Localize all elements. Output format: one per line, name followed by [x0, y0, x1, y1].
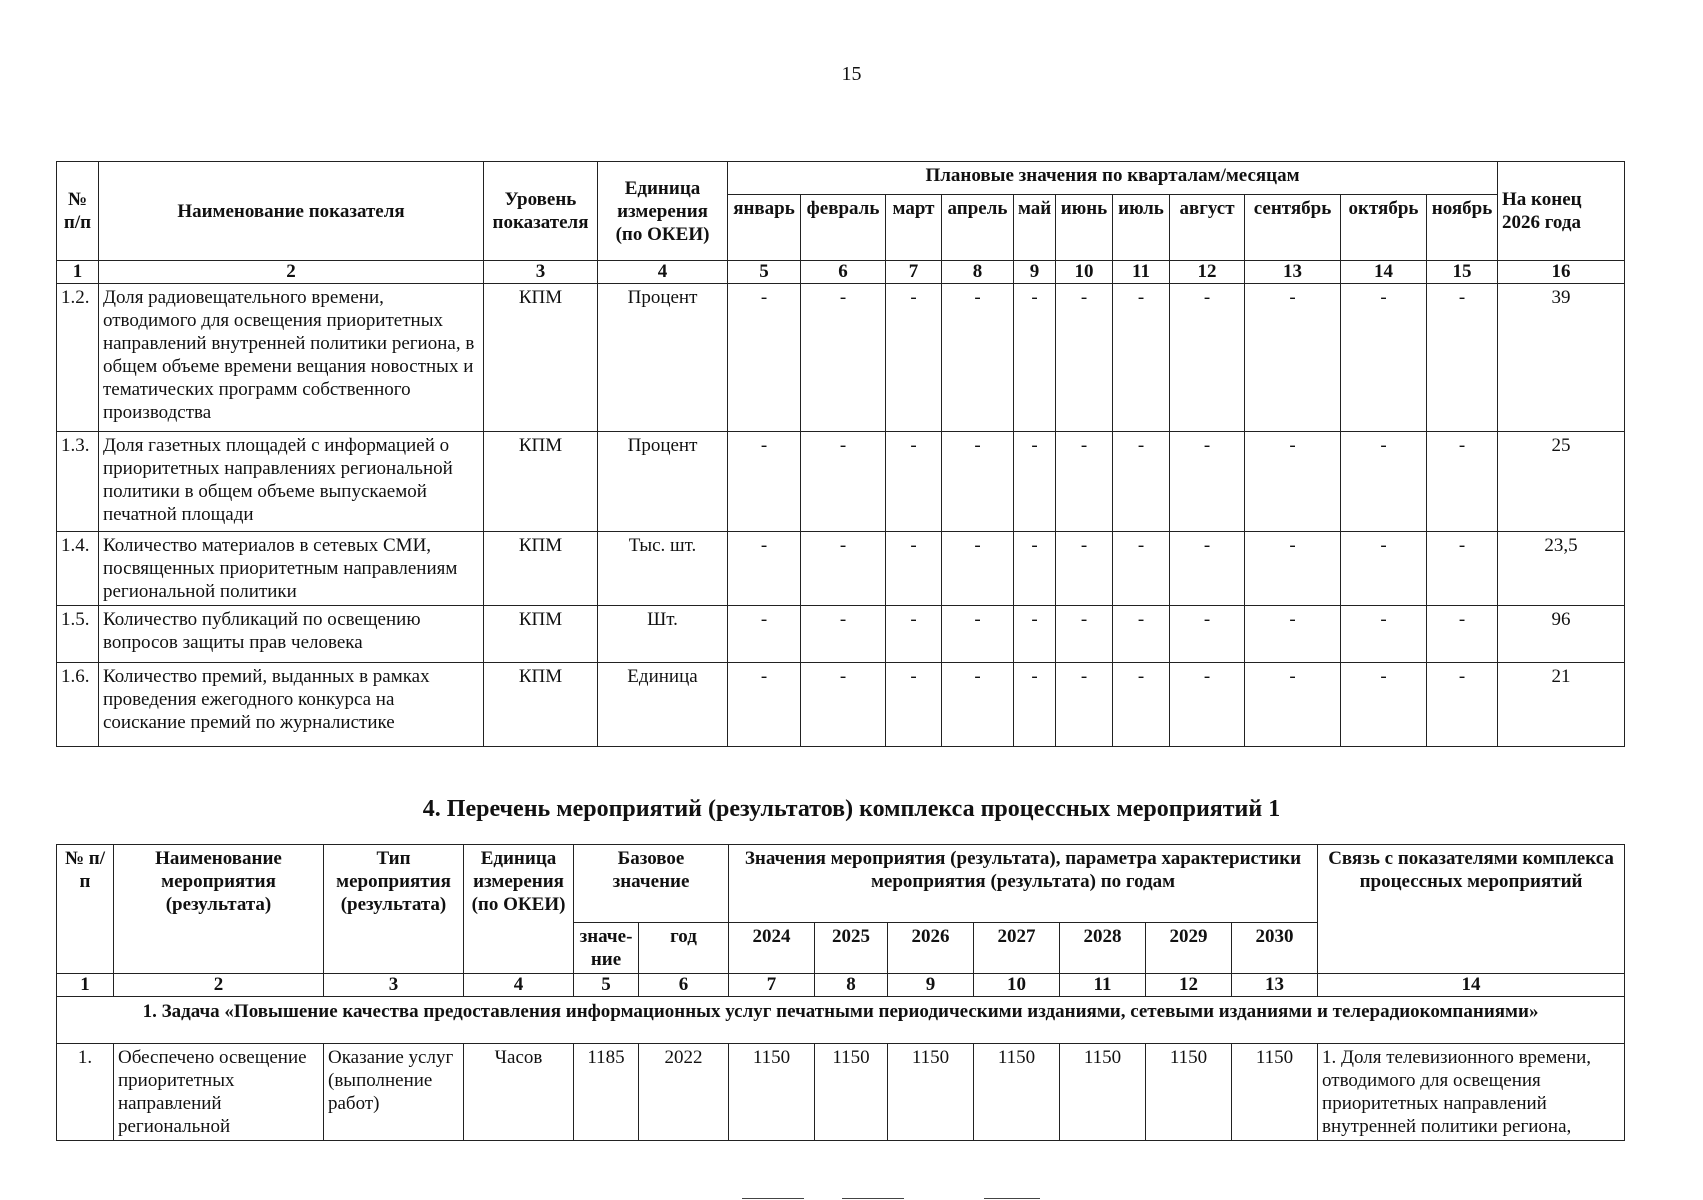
base-value: 1185 — [574, 1044, 639, 1141]
month-value: - — [886, 532, 942, 606]
indicator-level: КПМ — [484, 663, 598, 747]
activity-unit: Часов — [464, 1044, 574, 1141]
row-number: 1.6. — [57, 663, 99, 747]
column-number: 2 — [114, 974, 324, 997]
indicator-unit: Единица — [598, 663, 728, 747]
year-header: 2025 — [815, 923, 888, 974]
month-value: - — [801, 284, 886, 432]
base-year: 2022 — [639, 1044, 729, 1141]
month-value: - — [886, 432, 942, 532]
month-value: - — [1170, 606, 1245, 663]
row-number: 1.2. — [57, 284, 99, 432]
column-number: 16 — [1498, 261, 1625, 284]
act-header-name: Наименование мероприятия (результата) — [114, 845, 324, 974]
end-of-year-value: 21 — [1498, 663, 1625, 747]
year-header: 2024 — [729, 923, 815, 974]
column-number: 2 — [99, 261, 484, 284]
month-header: март — [886, 195, 942, 261]
indicator-name: Доля газетных площадей с информацией о приоритетных направлениях региональной политики в общем объеме выпускаемой печатной площади — [99, 432, 484, 532]
end-of-year-value: 96 — [1498, 606, 1625, 663]
month-value: - — [1427, 284, 1498, 432]
month-value: - — [1427, 532, 1498, 606]
header-level: Уровень показателя — [484, 162, 598, 261]
column-number: 3 — [324, 974, 464, 997]
month-value: - — [1341, 432, 1427, 532]
indicator-unit: Процент — [598, 432, 728, 532]
month-value: - — [1056, 606, 1113, 663]
column-number: 12 — [1146, 974, 1232, 997]
month-value: - — [1056, 432, 1113, 532]
column-number: 5 — [728, 261, 801, 284]
month-value: - — [728, 432, 801, 532]
indicator-unit: Шт. — [598, 606, 728, 663]
column-number: 5 — [574, 974, 639, 997]
column-number: 6 — [801, 261, 886, 284]
activities-table — [56, 844, 1625, 1141]
year-value: 1150 — [888, 1044, 974, 1141]
month-header: август — [1170, 195, 1245, 261]
row-number: 1.5. — [57, 606, 99, 663]
month-value: - — [1056, 284, 1113, 432]
month-header: январь — [728, 195, 801, 261]
month-value: - — [1113, 663, 1170, 747]
column-number: 15 — [1427, 261, 1498, 284]
act-header-values: Значения мероприятия (результата), параметра характеристики мероприятия (результата) по годам — [729, 845, 1318, 923]
page-number: 15 — [841, 63, 862, 85]
month-value: - — [1341, 663, 1427, 747]
table-row — [57, 1044, 1625, 1141]
column-number: 4 — [598, 261, 728, 284]
month-value: - — [942, 432, 1014, 532]
month-value: - — [1014, 606, 1056, 663]
year-value: 1150 — [729, 1044, 815, 1141]
header-name: Наименование показателя — [99, 162, 484, 261]
month-value: - — [1341, 532, 1427, 606]
column-number: 7 — [886, 261, 942, 284]
task-row: 1. Задача «Повышение качества предоставления информационных услуг печатными периодическими изданиями, сетевыми изданиями и телерадиокомпаниями» — [57, 997, 1625, 1044]
section-title: 4. Перечень мероприятий (результатов) комплекса процессных мероприятий 1 — [422, 796, 1281, 822]
header-unit: Единица измерения (по ОКЕИ) — [598, 162, 728, 261]
column-number: 13 — [1245, 261, 1341, 284]
end-of-year-value: 25 — [1498, 432, 1625, 532]
table-row — [57, 432, 1625, 532]
year-header: 2029 — [1146, 923, 1232, 974]
month-value: - — [1113, 432, 1170, 532]
act-header-base: Базовое значение — [574, 845, 729, 923]
month-value: - — [886, 663, 942, 747]
year-header: 2030 — [1232, 923, 1318, 974]
table-row — [57, 284, 1625, 432]
month-value: - — [1170, 663, 1245, 747]
column-number: 10 — [974, 974, 1060, 997]
act-header-base-year: год — [639, 923, 729, 974]
month-value: - — [1014, 663, 1056, 747]
indicator-unit: Процент — [598, 284, 728, 432]
year-value: 1150 — [974, 1044, 1060, 1141]
month-value: - — [801, 432, 886, 532]
month-value: - — [1014, 284, 1056, 432]
month-value: - — [1170, 284, 1245, 432]
column-number: 9 — [888, 974, 974, 997]
month-value: - — [942, 606, 1014, 663]
month-value: - — [1014, 532, 1056, 606]
footer-mark — [842, 1198, 904, 1199]
indicator-level: КПМ — [484, 284, 598, 432]
table-row — [57, 532, 1625, 606]
row-number: 1.3. — [57, 432, 99, 532]
table-row — [57, 606, 1625, 663]
month-value: - — [801, 532, 886, 606]
column-number: 9 — [1014, 261, 1056, 284]
month-value: - — [1014, 432, 1056, 532]
indicator-level: КПМ — [484, 432, 598, 532]
act-header-link: Связь с показателями комплекса процессных мероприятий — [1318, 845, 1625, 974]
month-header: апрель — [942, 195, 1014, 261]
column-number: 3 — [484, 261, 598, 284]
indicator-name: Количество премий, выданных в рамках проведения ежегодного конкурса на соискание премий по журналистике — [99, 663, 484, 747]
month-value: - — [728, 606, 801, 663]
month-value: - — [1056, 663, 1113, 747]
month-value: - — [728, 532, 801, 606]
end-of-year-value: 23,5 — [1498, 532, 1625, 606]
indicators-table — [56, 161, 1625, 747]
year-value: 1150 — [1146, 1044, 1232, 1141]
month-value: - — [1341, 606, 1427, 663]
year-value: 1150 — [1232, 1044, 1318, 1141]
month-value: - — [1341, 284, 1427, 432]
column-number: 8 — [942, 261, 1014, 284]
year-value: 1150 — [1060, 1044, 1146, 1141]
month-value: - — [1113, 532, 1170, 606]
header-num: № п/п — [57, 162, 99, 261]
column-number: 7 — [729, 974, 815, 997]
month-value: - — [1427, 663, 1498, 747]
month-value: - — [1170, 532, 1245, 606]
table-row — [57, 663, 1625, 747]
footer-mark — [984, 1198, 1040, 1199]
column-number: 6 — [639, 974, 729, 997]
month-value: - — [1245, 532, 1341, 606]
column-number: 8 — [815, 974, 888, 997]
indicator-level: КПМ — [484, 606, 598, 663]
header-planned: Плановые значения по кварталам/месяцам — [728, 162, 1498, 195]
month-value: - — [1245, 606, 1341, 663]
activity-type: Оказание услуг (выполнение работ) — [324, 1044, 464, 1141]
month-header: ноябрь — [1427, 195, 1498, 261]
year-value: 1150 — [815, 1044, 888, 1141]
column-number: 13 — [1232, 974, 1318, 997]
month-header: октябрь — [1341, 195, 1427, 261]
month-value: - — [801, 606, 886, 663]
column-number: 12 — [1170, 261, 1245, 284]
indicator-unit: Тыс. шт. — [598, 532, 728, 606]
act-header-type: Тип мероприятия (результата) — [324, 845, 464, 974]
column-number: 1 — [57, 974, 114, 997]
month-header: июнь — [1056, 195, 1113, 261]
column-number: 4 — [464, 974, 574, 997]
row-number: 1. — [57, 1044, 114, 1141]
month-value: - — [728, 284, 801, 432]
month-value: - — [801, 663, 886, 747]
month-value: - — [1245, 432, 1341, 532]
column-number: 14 — [1318, 974, 1625, 997]
month-header: июль — [1113, 195, 1170, 261]
month-value: - — [728, 663, 801, 747]
year-header: 2027 — [974, 923, 1060, 974]
month-value: - — [1113, 606, 1170, 663]
footer-mark — [742, 1198, 804, 1199]
column-number: 10 — [1056, 261, 1113, 284]
indicator-name: Доля радиовещательного времени, отводимого для освещения приоритетных направлений внутренней политики региона, в общем объеме времени вещания новостных и тематических программ собственного производства — [99, 284, 484, 432]
month-value: - — [942, 284, 1014, 432]
month-value: - — [886, 606, 942, 663]
act-header-num: № п/п — [57, 845, 114, 974]
indicator-name: Количество публикаций по освещению вопросов защиты прав человека — [99, 606, 484, 663]
month-value: - — [1245, 284, 1341, 432]
column-number: 11 — [1060, 974, 1146, 997]
year-header: 2028 — [1060, 923, 1146, 974]
month-value: - — [1170, 432, 1245, 532]
month-header: февраль — [801, 195, 886, 261]
end-of-year-value: 39 — [1498, 284, 1625, 432]
header-end-of-year: На конец 2026 года — [1498, 162, 1625, 261]
month-value: - — [1245, 663, 1341, 747]
month-value: - — [942, 663, 1014, 747]
act-header-base-value: значе-ние — [574, 923, 639, 974]
act-header-unit: Единица измерения (по ОКЕИ) — [464, 845, 574, 974]
indicator-name: Количество материалов в сетевых СМИ, посвященных приоритетным направлениям региональной политики — [99, 532, 484, 606]
column-number: 1 — [57, 261, 99, 284]
month-value: - — [942, 532, 1014, 606]
month-value: - — [886, 284, 942, 432]
column-number: 11 — [1113, 261, 1170, 284]
month-value: - — [1427, 606, 1498, 663]
month-header: май — [1014, 195, 1056, 261]
month-value: - — [1427, 432, 1498, 532]
month-value: - — [1113, 284, 1170, 432]
indicator-link: 1. Доля телевизионного времени, отводимого для освещения приоритетных направлений внутренней политики региона, — [1318, 1044, 1625, 1141]
month-header: сентябрь — [1245, 195, 1341, 261]
month-value: - — [1056, 532, 1113, 606]
row-number: 1.4. — [57, 532, 99, 606]
indicator-level: КПМ — [484, 532, 598, 606]
activity-name: Обеспечено освещение приоритетных направлений региональной — [114, 1044, 324, 1141]
year-header: 2026 — [888, 923, 974, 974]
column-number: 14 — [1341, 261, 1427, 284]
